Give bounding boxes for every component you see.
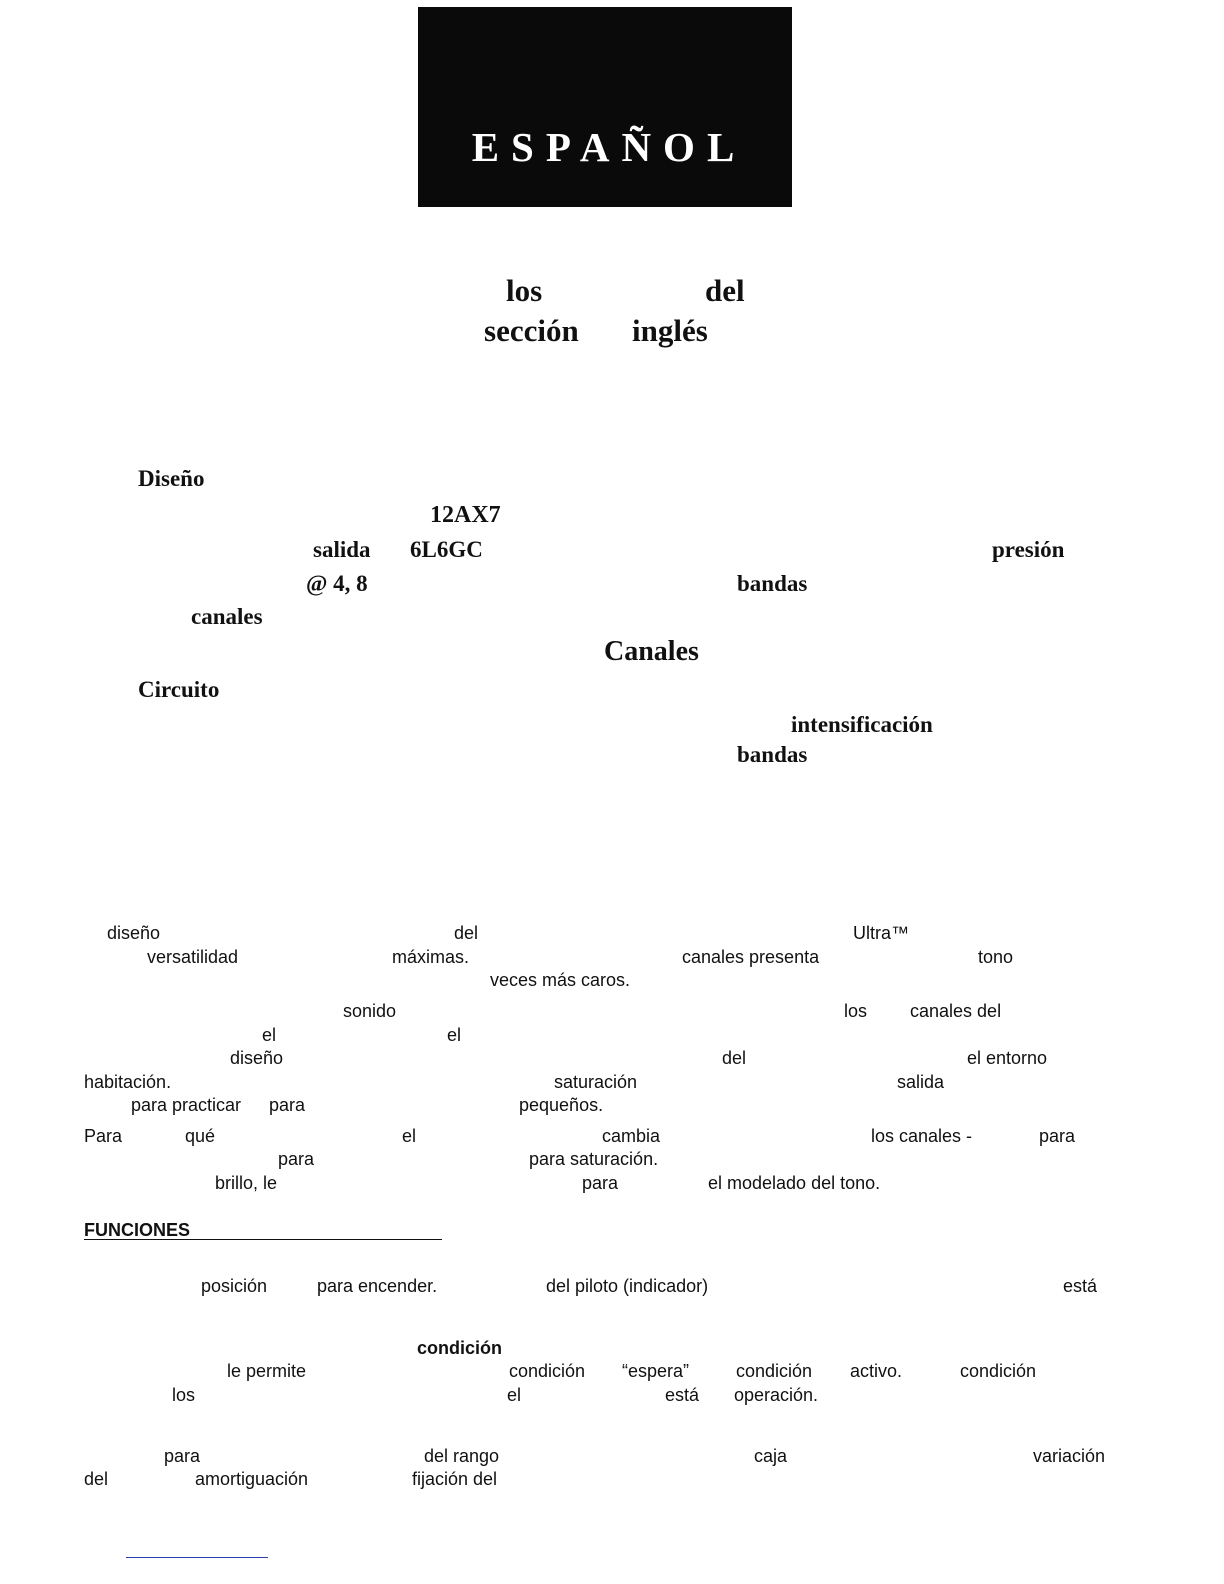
spec-word: 12AX7	[430, 502, 501, 528]
function-word: para encender.	[317, 1276, 438, 1296]
body-word: tono	[978, 947, 1014, 967]
function-word: para	[164, 1446, 201, 1466]
function-word: “espera”	[622, 1361, 690, 1381]
body-word: versatilidad	[147, 947, 239, 967]
body-word: Para	[84, 1126, 123, 1146]
body-word: diseño	[107, 923, 161, 943]
body-word: los canales -	[871, 1126, 973, 1146]
footer-rule	[126, 1557, 268, 1558]
body-word: del	[454, 923, 479, 943]
body-word: el modelado del tono.	[708, 1173, 881, 1193]
body-word: máximas.	[392, 947, 470, 967]
body-word: para	[582, 1173, 619, 1193]
body-word: para	[278, 1149, 315, 1169]
function-word: del piloto (indicador)	[546, 1276, 709, 1296]
function-word: posición	[201, 1276, 268, 1296]
function-word: condición	[736, 1361, 813, 1381]
body-word: el	[262, 1025, 277, 1045]
spec-word: canales	[191, 604, 263, 629]
intro-title-word: inglés	[632, 313, 708, 348]
function-word: le permite	[227, 1361, 307, 1381]
spec-word: Diseño	[138, 466, 205, 491]
body-word: del	[722, 1048, 747, 1068]
body-word: saturación	[554, 1072, 638, 1092]
spec-word: salida	[313, 537, 371, 562]
function-word: condición	[417, 1338, 502, 1358]
section-heading: FUNCIONES	[84, 1221, 442, 1240]
body-word: pequeños.	[519, 1095, 604, 1115]
function-word: condición	[509, 1361, 586, 1381]
function-word: del rango	[424, 1446, 500, 1466]
body-word: cambia	[602, 1126, 661, 1146]
body-word: sonido	[343, 1001, 397, 1021]
function-word: está	[665, 1385, 700, 1405]
function-word: está	[1063, 1276, 1098, 1296]
body-word: canales presenta	[682, 947, 820, 967]
function-word: operación.	[734, 1385, 819, 1405]
body-word: qué	[185, 1126, 216, 1146]
body-word: para saturación.	[529, 1149, 659, 1169]
body-word: Ultra™	[853, 923, 910, 943]
body-word: canales del	[910, 1001, 1002, 1021]
spec-word: Circuito	[138, 677, 220, 702]
intro-title-word: los	[506, 273, 543, 308]
body-word: para practicar	[131, 1095, 242, 1115]
function-word: fijación del	[412, 1469, 498, 1489]
body-word: para	[1039, 1126, 1076, 1146]
spec-word: @ 4, 8	[306, 571, 368, 596]
function-word: los	[172, 1385, 196, 1405]
spec-word: 6L6GC	[410, 537, 483, 562]
body-word: los	[844, 1001, 868, 1021]
body-word: para	[269, 1095, 306, 1115]
function-word: variación	[1033, 1446, 1106, 1466]
spec-word: presión	[992, 537, 1065, 562]
function-word: el	[507, 1385, 522, 1405]
language-banner	[418, 7, 792, 207]
function-word: del	[84, 1469, 109, 1489]
spec-word: intensificación	[791, 712, 933, 737]
body-word: diseño	[230, 1048, 284, 1068]
body-word: salida	[897, 1072, 945, 1092]
function-word: activo.	[850, 1361, 903, 1381]
banner-title: ESPAÑOL	[471, 124, 747, 170]
intro-title-word: del	[705, 273, 745, 308]
body-word: el	[447, 1025, 462, 1045]
body-word: el entorno	[967, 1048, 1048, 1068]
function-word: amortiguación	[195, 1469, 309, 1489]
spec-word: bandas	[737, 571, 808, 596]
body-word: habitación.	[84, 1072, 172, 1092]
body-word: el	[402, 1126, 417, 1146]
function-word: condición	[960, 1361, 1037, 1381]
body-word: brillo, le	[215, 1173, 278, 1193]
body-word: veces más caros.	[490, 970, 631, 990]
spec-word: Canales	[604, 636, 699, 667]
spec-word: bandas	[737, 742, 808, 767]
intro-title-word: sección	[484, 313, 579, 348]
function-word: caja	[754, 1446, 788, 1466]
